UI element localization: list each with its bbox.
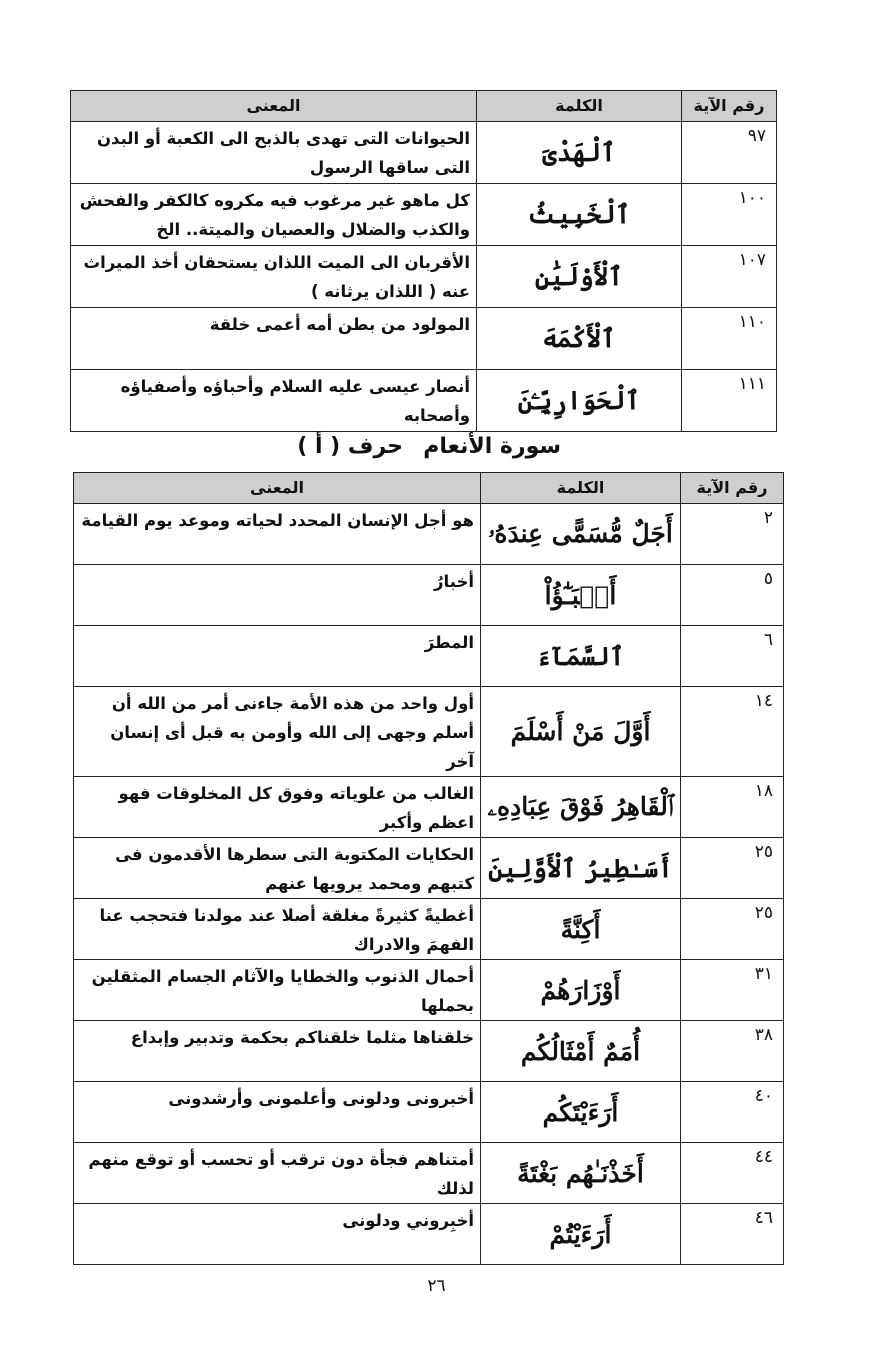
ayah-number: ١١١: [682, 370, 777, 432]
ayah-number: ٤٤: [681, 1143, 784, 1204]
table-row: [74, 1021, 784, 1082]
word-meaning: أغطيةً كثيرةً مغلقة أصلا عند مولدنا فتحجب عنا الفهمَ والادراك: [74, 899, 481, 960]
word-meaning: أول واحد من هذه الأمة جاءنى أمر من الله أن أسلم وجهى إلى الله وأومن به قبل أى إنسان آخر: [74, 687, 481, 777]
header-word: الكلمة: [481, 473, 681, 504]
section-heading: [0, 432, 873, 468]
word-meaning: أخبارُ: [74, 565, 481, 626]
ayah-number: ١٤: [681, 687, 784, 777]
word-meaning: المطرَ: [74, 626, 481, 687]
table-row: [71, 184, 777, 246]
table-row: [71, 308, 777, 370]
table-row: [71, 246, 777, 308]
word-meaning: أنصار عيسى عليه السلام وأحباؤه وأصفياؤه وأصحابه: [71, 370, 477, 432]
header-ayah: رقم الآية: [682, 91, 777, 122]
ayah-number: ٢: [681, 504, 784, 565]
header-meaning: المعنى: [74, 473, 481, 504]
word-meaning: الحيوانات التى تهدى بالذبح الى الكعبة أو البدن التى ساقها الرسول: [71, 122, 477, 184]
ayah-number: ٤٦: [681, 1204, 784, 1265]
table-row: [74, 565, 784, 626]
quran-word: ٱلسَّمَآءَ: [481, 626, 681, 687]
quran-word: ٱلْأَوْلَيَٰنِ: [477, 246, 682, 308]
ayah-number: ٣٨: [681, 1021, 784, 1082]
quran-word: ٱلْهَدْىَ: [477, 122, 682, 184]
quran-word: ٱلْأَكْمَهَ: [477, 308, 682, 370]
quran-word: أَوَّلَ مَنْ أَسْلَمَ: [481, 687, 681, 777]
ayah-number: ٦: [681, 626, 784, 687]
ayah-number: ٥: [681, 565, 784, 626]
table-row: [74, 777, 784, 838]
word-meaning: المولود من بطن أمه أعمى خلقة: [71, 308, 477, 370]
table-row: [74, 504, 784, 565]
ayah-number: ٤٠: [681, 1082, 784, 1143]
ayah-number: ٢٥: [681, 899, 784, 960]
word-meaning: أخبِروني ودلونى: [74, 1204, 481, 1265]
header-word: الكلمة: [477, 91, 682, 122]
table-row: [74, 1204, 784, 1265]
vocabulary-table-2: [73, 472, 784, 1265]
header-ayah: رقم الآية: [681, 473, 784, 504]
ayah-number: ١٠٧: [682, 246, 777, 308]
vocabulary-table-1: [70, 90, 777, 432]
quran-word: أَكِنَّةً: [481, 899, 681, 960]
quran-word: أَرَءَيْتُمْ: [481, 1204, 681, 1265]
ayah-number: ٣١: [681, 960, 784, 1021]
quran-word: أَخَذْنَـٰهُم بَغْتَةً: [481, 1143, 681, 1204]
quran-word: ٱلْقَاهِرُ فَوْقَ عِبَادِهِۦ: [481, 777, 681, 838]
table-row: [74, 838, 784, 899]
word-meaning: كل ماهو غير مرغوب فيه مكروه كالكفر والفحش والكذب والضلال والعصيان والميتة.. الخ: [71, 184, 477, 246]
quran-word: أُمَمٌ أَمْثَالُكُم: [481, 1021, 681, 1082]
ayah-number: ٢٥: [681, 838, 784, 899]
table-row: [74, 1082, 784, 1143]
header-meaning: المعنى: [71, 91, 477, 122]
table-row: [74, 960, 784, 1021]
word-meaning: الأقربان الى الميت اللذان يستحقان أخذ الميراث عنه ( اللذان يرثانه ): [71, 246, 477, 308]
ayah-number: ١٠٠: [682, 184, 777, 246]
table-row: [71, 370, 777, 432]
table-row: [74, 1143, 784, 1204]
word-meaning: الحكايات المكتوبة التى سطرها الأقدمون فى كتبهم ومحمد يرويها عنهم: [74, 838, 481, 899]
table-row: [74, 687, 784, 777]
ayah-number: ١٨: [681, 777, 784, 838]
quran-word: أَرَءَيْتَكُم: [481, 1082, 681, 1143]
quran-word: أَنۢبَـٰٓؤُاْ: [481, 565, 681, 626]
ayah-number: ٩٧: [682, 122, 777, 184]
ayah-number: ١١٠: [682, 308, 777, 370]
quran-word: أَسَـٰطِيرُ ٱلْأَوَّلِينَ: [481, 838, 681, 899]
letter-title: حرف ( أ ): [297, 434, 403, 459]
word-meaning: هو أجل الإنسان المحدد لحياته وموعد يوم القيامة: [74, 504, 481, 565]
word-meaning: أخبرونى ودلونى وأعلمونى وأرشدونى: [74, 1082, 481, 1143]
sura-title: سورة الأنعام: [423, 434, 561, 459]
table-row: [71, 122, 777, 184]
quran-word: أَوْزَارَهُمْ: [481, 960, 681, 1021]
quran-word: أَجَلٌ مُّسَمًّى عِندَهُۥ: [481, 504, 681, 565]
quran-word: ٱلْخَبِيثُ: [477, 184, 682, 246]
word-meaning: أحمال الذنوب والخطايا والآثام الجسام المثقلين بحملها: [74, 960, 481, 1021]
page-number: ٢٦: [427, 1276, 446, 1296]
table-row: [74, 899, 784, 960]
word-meaning: خلقناها مثلما خلقناكم بحكمة وتدبير وإبداع: [74, 1021, 481, 1082]
table-row: [74, 626, 784, 687]
quran-word: ٱلْحَوَارِيِّـۧنَ: [477, 370, 682, 432]
word-meaning: أمتناهم فجأة دون ترقب أو تحسب أو توقع منهم لذلك: [74, 1143, 481, 1204]
word-meaning: الغالب من علوياته وفوق كل المخلوقات فهو اعظم وأكبر: [74, 777, 481, 838]
